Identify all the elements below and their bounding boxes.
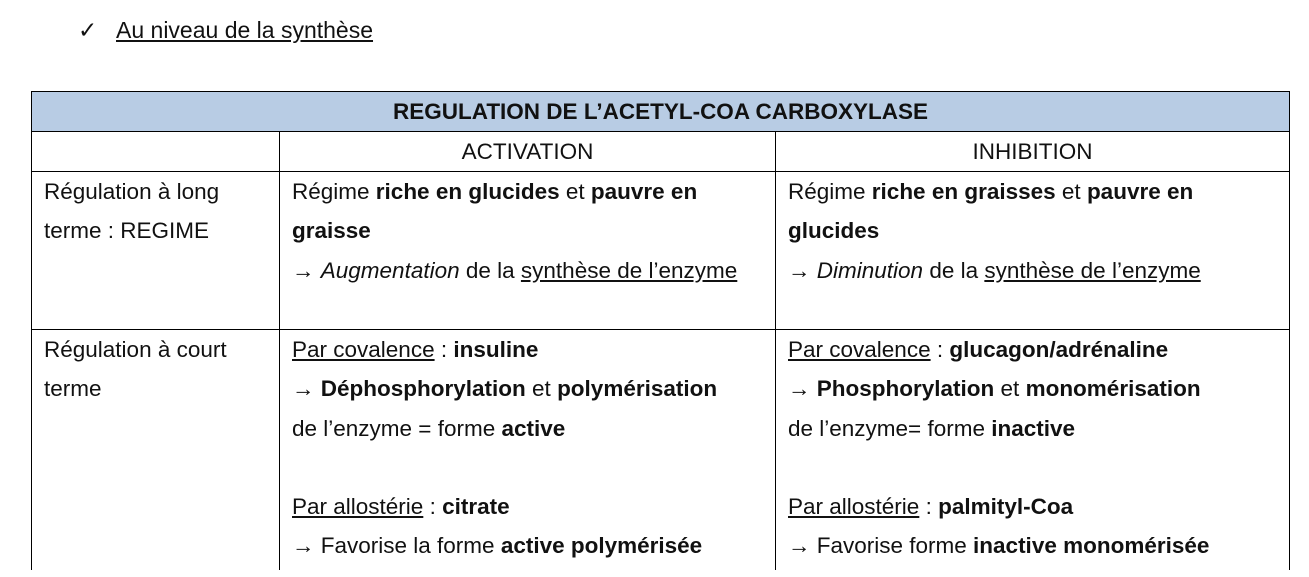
text-run: monomérisation bbox=[1025, 376, 1201, 402]
arrow-text: → bbox=[292, 376, 321, 402]
covalence-label: Par covalence bbox=[292, 337, 435, 362]
text-run: Régime bbox=[292, 179, 376, 204]
allostery-effect: active polymérisée bbox=[500, 533, 703, 559]
form-text: active bbox=[501, 415, 566, 441]
header-inhibition: INHIBITION bbox=[776, 132, 1290, 172]
short-term-inhibition-cell bbox=[776, 330, 1290, 571]
covalence-agent: glucagon/adrénaline bbox=[949, 337, 1169, 362]
arrow-text: → bbox=[788, 376, 817, 402]
text-run: de l’enzyme= forme bbox=[788, 415, 992, 441]
text-run: pauvre en graisse bbox=[292, 179, 698, 244]
text-run: et bbox=[1055, 179, 1087, 204]
allostery-agent: palmityl-Coa bbox=[938, 494, 1074, 520]
text-run: pauvre en glucides bbox=[788, 179, 1194, 244]
arrow-text: → bbox=[788, 257, 817, 283]
header-activation: ACTIVATION bbox=[280, 132, 776, 172]
text-run: Déphosphorylation bbox=[320, 376, 526, 402]
table-header-row bbox=[32, 132, 1290, 172]
table-title: REGULATION DE L’ACETYL-COA CARBOXYLASE bbox=[32, 92, 1290, 132]
table-row-long-term bbox=[32, 172, 1290, 330]
text-run: : bbox=[930, 337, 950, 362]
long-term-label: Régulation à long terme : REGIME bbox=[32, 172, 280, 330]
long-term-inhibition-cell bbox=[776, 172, 1290, 330]
allostery-agent: citrate bbox=[442, 494, 510, 520]
text-run: polymérisation bbox=[557, 376, 718, 402]
short-term-activation-cell bbox=[280, 330, 776, 571]
form-text: inactive bbox=[991, 415, 1076, 441]
long-term-activation-cell bbox=[280, 172, 776, 330]
text-run: de la bbox=[923, 257, 985, 283]
text-run: de la bbox=[459, 257, 521, 283]
text-run: riche en glucides bbox=[375, 179, 560, 204]
section-heading-text: Au niveau de la synthèse bbox=[116, 17, 374, 43]
text-run: : bbox=[919, 494, 939, 520]
effect-text: Diminution bbox=[816, 257, 924, 283]
text-run: : bbox=[423, 494, 443, 520]
covalence-agent: insuline bbox=[453, 337, 539, 362]
short-term-label: Régulation à court terme bbox=[32, 330, 280, 571]
text-run: : bbox=[434, 337, 454, 362]
allostery-label: Par allostérie bbox=[788, 494, 920, 520]
arrow-text: → bbox=[292, 257, 321, 283]
arrow-text: → Favorise la forme bbox=[292, 533, 501, 559]
regulation-table bbox=[31, 91, 1290, 570]
section-heading bbox=[78, 14, 373, 46]
effect-text: Augmentation bbox=[320, 257, 460, 283]
text-run: et bbox=[994, 376, 1026, 402]
text-run: Phosphorylation bbox=[816, 376, 995, 402]
table-title-row bbox=[32, 92, 1290, 132]
arrow-text: → Favorise forme bbox=[788, 533, 974, 559]
header-empty-cell bbox=[32, 132, 280, 172]
table-row-short-term bbox=[32, 330, 1290, 571]
text-run: Régime bbox=[788, 179, 872, 204]
text-run: et bbox=[525, 376, 558, 402]
text-run: et bbox=[559, 179, 591, 204]
text-run: de l’enzyme = forme bbox=[292, 415, 502, 441]
target-text: synthèse de l’enzyme bbox=[520, 257, 738, 283]
allostery-label: Par allostérie bbox=[292, 494, 424, 520]
target-text: synthèse de l’enzyme bbox=[984, 257, 1201, 283]
covalence-label: Par covalence bbox=[788, 337, 931, 362]
text-run: riche en graisses bbox=[871, 179, 1056, 204]
checkmark-icon: ✓ bbox=[78, 17, 98, 43]
allostery-effect: inactive monomérisée bbox=[973, 533, 1210, 559]
